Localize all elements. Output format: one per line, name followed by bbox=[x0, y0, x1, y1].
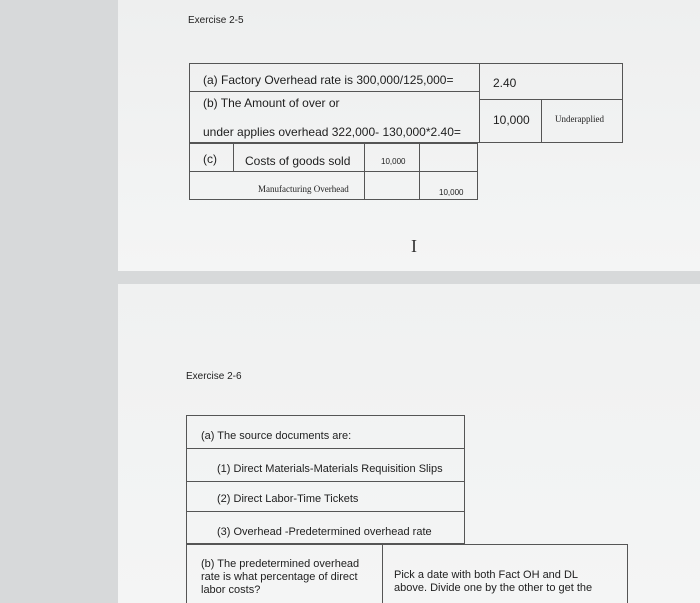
table-divider bbox=[189, 171, 478, 172]
exercise-2-5-heading: Exercise 2-5 bbox=[188, 15, 244, 26]
table-divider bbox=[186, 448, 465, 449]
journal-debit-amount: 10,000 bbox=[381, 157, 406, 166]
part-a-text: (a) The source documents are: bbox=[201, 430, 352, 442]
underapplied-label: Underapplied bbox=[555, 114, 604, 124]
source-document-item-3: (3) Overhead -Predetermined overhead rate bbox=[217, 526, 432, 538]
table-divider bbox=[233, 143, 234, 171]
journal-credit-amount: 10,000 bbox=[439, 188, 464, 197]
table-divider bbox=[189, 91, 479, 92]
table-divider bbox=[479, 99, 623, 100]
table-divider bbox=[541, 99, 542, 143]
part-b-text-line-2: under applies overhead 322,000- 130,000*2.40= bbox=[203, 125, 461, 139]
journal-credit-account: Manufacturing Overhead bbox=[258, 184, 349, 194]
text-cursor-icon: I bbox=[411, 236, 417, 256]
part-b-answer-line-1: Pick a date with both Fact OH and DL bbox=[394, 569, 579, 581]
table-divider bbox=[479, 63, 480, 143]
source-document-item-1: (1) Direct Materials-Materials Requisition Slips bbox=[217, 463, 443, 475]
table-divider bbox=[382, 544, 383, 603]
part-b-answer-line-2: above. Divide one by the other to get the bbox=[394, 582, 593, 594]
exercise-2-6-heading: Exercise 2-6 bbox=[186, 371, 242, 382]
overhead-rate-value: 2.40 bbox=[493, 76, 517, 90]
table-divider bbox=[419, 143, 420, 200]
table-divider bbox=[186, 511, 465, 512]
table-divider bbox=[364, 143, 365, 200]
part-b-question-clip bbox=[201, 584, 381, 593]
part-c-label: (c) bbox=[203, 152, 217, 166]
underapplied-amount: 10,000 bbox=[493, 113, 530, 127]
part-b-text-line-1: (b) The Amount of over or bbox=[203, 96, 340, 110]
part-b-question-line-1: (b) The predetermined overhead bbox=[201, 558, 360, 570]
part-b-question-line-2: rate is what percentage of direct bbox=[201, 571, 358, 583]
part-a-text: (a) Factory Overhead rate is 300,000/125,000= bbox=[203, 73, 454, 87]
journal-debit-account: Costs of goods sold bbox=[245, 154, 351, 168]
source-document-item-2: (2) Direct Labor-Time Tickets bbox=[217, 493, 359, 505]
part-b-question-line-3: labor costs? bbox=[201, 584, 261, 593]
table-divider bbox=[186, 481, 465, 482]
